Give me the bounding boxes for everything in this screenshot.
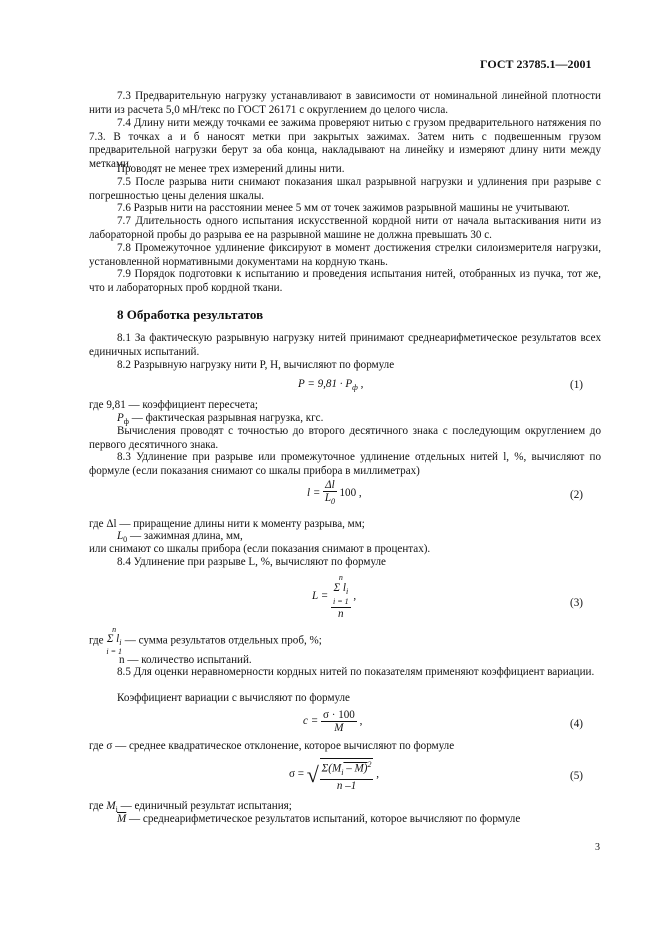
where-3a-sum-subscript: i bbox=[119, 638, 122, 648]
equation-3-tail: , bbox=[353, 589, 357, 602]
page-number: 3 bbox=[595, 842, 600, 853]
paragraph-7-7: 7.7 Длительность одного испытания искусственной кордной нити от начала вытаскивания нити из лабораторной пробы до разрыва ее на разрывной машине не должна превышать 30 с. bbox=[89, 215, 601, 241]
equation-3-fraction bbox=[331, 573, 351, 620]
where-3b: n — количество испытаний. bbox=[119, 654, 252, 666]
where-3a-sum-symbol: Σ l bbox=[106, 633, 120, 645]
paragraph-7-8: 7.8 Промежуточное удлинение фиксируют в момент достижения стрелки силоизмерителя нагрузки, установленной нормативными документами на кордную ткань. bbox=[89, 242, 601, 268]
equation-5-numerator-body: Σ(M bbox=[321, 762, 342, 775]
where-3a-sum-block bbox=[106, 626, 122, 656]
equation-5-numerator bbox=[320, 759, 374, 780]
equation-2-denominator-symbol: L bbox=[324, 492, 331, 504]
equation-5-number: (5) bbox=[570, 770, 583, 782]
equation-3 bbox=[312, 573, 356, 620]
paragraph-8-2: 8.2 Разрывную нагрузку нити P, Н, вычисляют по формуле bbox=[117, 359, 395, 371]
equation-2-denominator-subscript: 0 bbox=[331, 497, 335, 507]
equation-5-tail: , bbox=[376, 768, 380, 781]
cv-intro: Коэффициент вариации c вычисляют по формуле bbox=[117, 692, 350, 704]
equation-4 bbox=[303, 709, 362, 734]
equation-3-number: (3) bbox=[570, 597, 583, 609]
paragraph-7-5: 7.5 После разрыва нити снимают показания шкал разрывной нагрузки и удлинения при разрыве с погрешностью цены деления шкалы. bbox=[89, 176, 601, 202]
section-8-heading: 8 Обработка результатов bbox=[117, 307, 264, 322]
equation-5-denominator: n –1 bbox=[336, 779, 357, 792]
where-5a-prefix: где bbox=[89, 800, 107, 812]
equation-5-fraction bbox=[320, 758, 374, 792]
equation-1 bbox=[298, 378, 363, 395]
equation-3-lhs: L = bbox=[312, 589, 329, 602]
equation-3-sum-subscript: i bbox=[345, 587, 349, 597]
where-5b-text: — среднеарифметическое результатов испытаний, которое вычисляют по формуле bbox=[126, 813, 521, 825]
equation-2-numerator: Δl bbox=[325, 479, 335, 491]
where-5b bbox=[117, 813, 520, 827]
equation-4-number: (4) bbox=[570, 718, 583, 730]
equation-5-numerator-subscript: i bbox=[341, 767, 344, 777]
paragraph-8-5: 8.5 Для оценки неравномерности кордных нитей по показателям применяют коэффициент вариации. bbox=[117, 666, 595, 678]
paragraph-8-4: 8.4 Удлинение при разрыве L, %, вычисляют по формуле bbox=[117, 556, 386, 568]
equation-1-number: (1) bbox=[570, 379, 583, 391]
equation-3-denominator: n bbox=[338, 608, 344, 621]
where-5a-subscript: i bbox=[115, 805, 118, 815]
equation-4-denominator: M bbox=[334, 722, 344, 734]
equation-4-numerator: σ · 100 bbox=[322, 709, 355, 721]
equation-5-numerator-tail: – M) bbox=[343, 762, 368, 775]
where-1a: где 9,81 — коэффициент пересчета; bbox=[89, 399, 259, 411]
where-1b-symbol: P bbox=[117, 412, 124, 424]
where-5b-symbol: $\overline{M}$ bbox=[117, 813, 127, 825]
where-3a-sum-bottom: i = 1 bbox=[106, 647, 122, 657]
equation-2 bbox=[307, 479, 362, 508]
paragraph-8-1: 8.1 За фактическую разрывную нагрузку нитей принимают среднеарифметическое результатов всех единичных испытаний. bbox=[89, 332, 601, 358]
equation-5-numerator-superscript: 2 bbox=[367, 760, 372, 769]
sqrt-icon: √ bbox=[306, 762, 319, 788]
calculation-note: Вычисления проводят с точностью до второго десятичного знака с последующим округлением до первого десятичного знака. bbox=[89, 425, 601, 451]
where-2b-text: — зажимная длина, мм, bbox=[127, 530, 243, 542]
where-2b-symbol: L bbox=[117, 530, 124, 542]
equation-5 bbox=[289, 758, 379, 792]
equation-4-lhs: c = bbox=[303, 715, 319, 728]
where-3a-text: — сумма результатов отдельных проб, %; bbox=[124, 634, 322, 647]
where-3a-sum-top: n bbox=[112, 625, 117, 634]
paragraph-7-4: 7.4 Длину нити между точками ее зажима проверяют нитью с грузом предварительного натяжения по 7.3. В точках а и б наносят метки при закрытых зажимах. Затем нить с подвешенным грузом предварительной нагрузки берут за оба конца, накладывают на линейку и измеряют длину нити между метками. bbox=[89, 117, 601, 170]
document-header: ГОСТ 23785.1—2001 bbox=[480, 57, 592, 71]
equation-3-sum-top: n bbox=[338, 573, 343, 582]
equation-3-sum-symbol: Σ l bbox=[333, 582, 346, 594]
equation-2-number: (2) bbox=[570, 489, 583, 501]
equation-2-lhs: l = bbox=[307, 487, 321, 500]
paragraph-8-3: 8.3 Удлинение при разрыве или промежуточное удлинение отдельных нитей l, %, вычисляют по формуле (если показания снимают со шкалы прибора в миллиметрах) bbox=[89, 451, 601, 477]
equation-3-sum-bottom: i = 1 bbox=[333, 597, 349, 607]
equation-3-numerator bbox=[331, 573, 351, 608]
paragraph-7-3: 7.3 Предварительную нагрузку устанавливают в зависимости от номинальной линейной плотности нити из расчета 5,0 мН/текс по ГОСТ 26171 с округлением до целого числа. bbox=[89, 90, 601, 116]
paragraph-7-6: 7.6 Разрыв нити на расстоянии менее 5 мм от точек зажимов разрывной машины не учитывают. bbox=[117, 202, 570, 214]
where-5a-text: — единичный результат испытания; bbox=[117, 800, 292, 812]
where-1b-text: — фактическая разрывная нагрузка, кгс. bbox=[128, 412, 324, 424]
where-1b-subscript: ф bbox=[123, 417, 129, 427]
paragraph-7-4-note: Проводят не менее трех измерений длины нити. bbox=[117, 163, 345, 175]
where-5a-symbol: M bbox=[106, 800, 116, 812]
where-2a: где Δl — приращение длины нити к моменту разрыва, мм; bbox=[89, 518, 365, 530]
equation-5-lhs: σ = bbox=[289, 768, 305, 781]
equation-2-denominator bbox=[323, 492, 337, 508]
where-4: где σ — среднее квадратическое отклонение, которое вычисляют по формуле bbox=[89, 740, 455, 752]
equation-3-sum bbox=[333, 583, 349, 597]
equation-2-fraction bbox=[323, 479, 337, 508]
where-2b-subscript: 0 bbox=[123, 535, 128, 545]
equation-2-tail: 100 , bbox=[339, 487, 362, 500]
where-3a-sum bbox=[106, 634, 122, 648]
equation-4-tail: , bbox=[359, 715, 363, 728]
where-2c: или снимают со шкалы прибора (если показания снимают в процентах). bbox=[89, 543, 431, 555]
equation-1-body: P = 9,81 · P bbox=[298, 378, 353, 390]
where-3a bbox=[89, 626, 322, 656]
equation-4-fraction bbox=[321, 709, 357, 734]
where-3a-prefix: где bbox=[89, 634, 107, 647]
equation-1-tail: , bbox=[357, 378, 364, 390]
paragraph-7-9: 7.9 Порядок подготовки к испытанию и проведения испытания нитей, отобранных из пучка, тот же, что и лабораторных проб кордной ткани. bbox=[89, 268, 601, 294]
equation-1-subscript: ф bbox=[352, 383, 358, 393]
